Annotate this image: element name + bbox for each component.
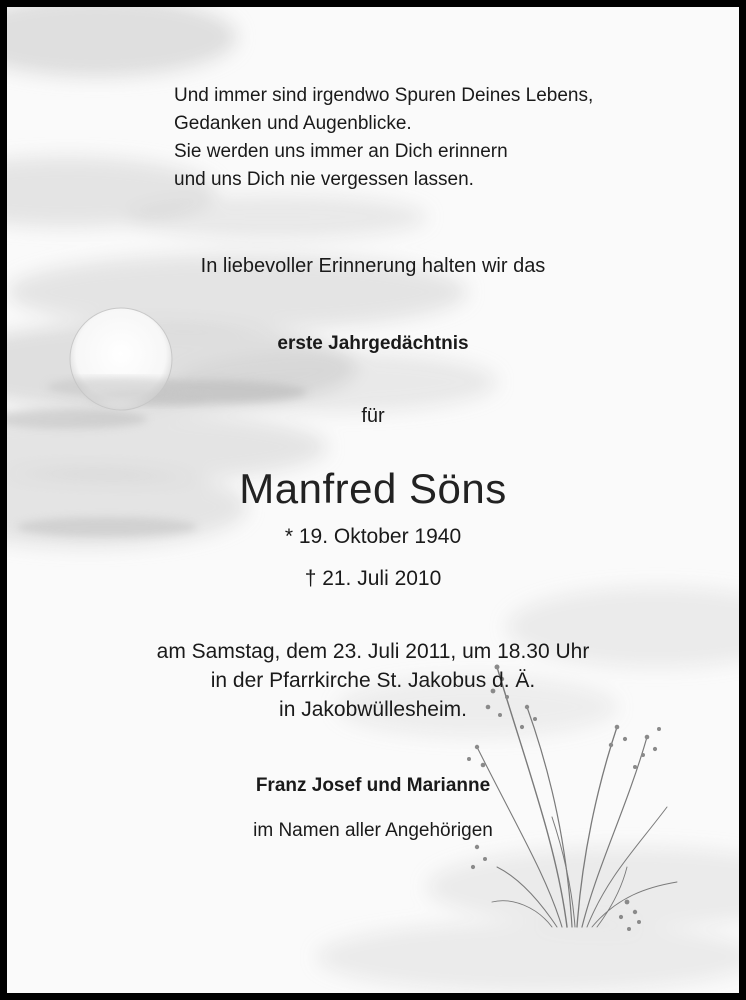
poem-line: Sie werden uns immer an Dich erinnern	[174, 141, 508, 162]
signer-behalf: im Namen aller Angehörigen	[253, 820, 493, 841]
deceased-name: Manfred Söns	[239, 465, 507, 512]
signer-names: Franz Josef und Marianne	[255, 775, 491, 796]
service-line: am Samstag, dem 23. Juli 2011, um 18.30 Uhr	[156, 640, 590, 663]
intro-text: In liebevoller Erinnerung halten wir das	[200, 255, 546, 277]
occasion-title: erste Jahrgedächtnis	[277, 333, 469, 354]
service-line: in der Pfarrkirche St. Jakobus d. Ä.	[210, 669, 536, 692]
for-word: für	[361, 405, 385, 427]
poem-line: und uns Dich nie vergessen lassen.	[174, 169, 474, 190]
memorial-poem	[174, 82, 593, 194]
poem-line: Gedanken und Augenblicke.	[174, 113, 412, 134]
service-details	[7, 637, 739, 724]
death-date: † 21. Juli 2010	[304, 567, 442, 590]
service-line: in Jakobwüllesheim.	[279, 698, 467, 721]
poem-line: Und immer sind irgendwo Spuren Deines Lebens,	[174, 85, 594, 106]
birth-date: * 19. Oktober 1940	[284, 525, 462, 548]
